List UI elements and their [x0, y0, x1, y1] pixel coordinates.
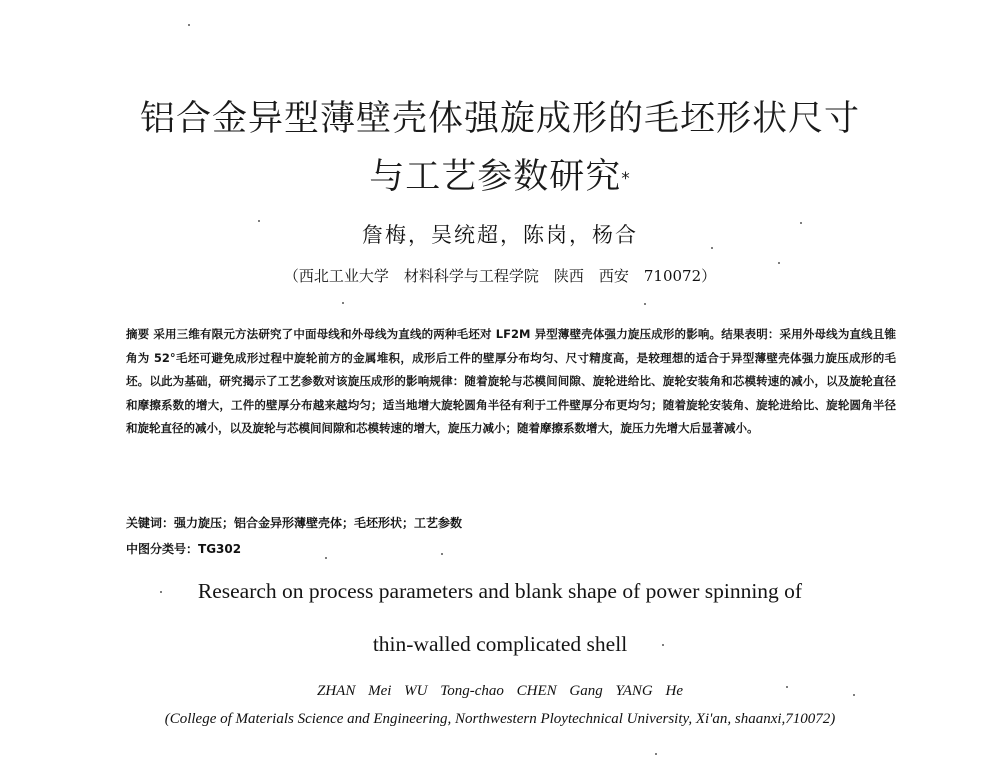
- authors-en: ZHAN Mei WU Tong-chao CHEN Gang YANG He: [317, 683, 683, 699]
- scan-speck: [342, 302, 344, 304]
- scan-speck: [325, 557, 327, 559]
- scan-speck: [188, 24, 190, 26]
- scan-speck: [778, 262, 780, 264]
- scan-speck: [786, 686, 788, 688]
- abstract-label: 摘要: [126, 327, 150, 341]
- title-cn-line2: [0, 156, 1000, 198]
- scan-speck: [258, 220, 260, 222]
- keywords-cn: [126, 514, 462, 531]
- title-footnote-marker: *: [621, 169, 631, 189]
- title-en-line2: thin-walled complicated shell: [372, 632, 628, 656]
- clc-text: TG302: [198, 542, 242, 556]
- scan-speck: [662, 644, 664, 646]
- scan-speck: [441, 553, 443, 555]
- title-cn-line1: 铝合金异型薄壁壳体强旋成形的毛坯形状尺寸: [139, 99, 860, 139]
- scan-speck: [644, 303, 646, 305]
- abstract-cn: [126, 323, 896, 441]
- keywords-label: 关键词：: [126, 516, 175, 530]
- scan-speck: [711, 247, 713, 249]
- scan-speck: [853, 694, 855, 696]
- clc-label: 中图分类号：: [126, 542, 199, 556]
- keywords-text: 强力旋压；铝合金异形薄壁壳体；毛坯形状；工艺参数: [174, 516, 463, 530]
- title-en-line1: Research on process parameters and blank shape of power spinning of: [197, 579, 803, 603]
- authors-cn: 詹梅，吴统超，陈岗，杨合: [362, 223, 638, 247]
- scan-speck: [655, 753, 657, 755]
- abstract-text: 采用三维有限元方法研究了中面母线和外母线为直线的两种毛坯对 LF2M 异型薄壁壳体强力旋压成形的影响。结果表明：采用外母线为直线且锥角为 52°毛坯可避免成形过程中旋轮前方的金属堆积，成形后工件的壁厚分布均匀、尺寸精度高，是较理想的适合于异型薄壁壳体强力旋压成形的毛坯。以此为基础，研究揭示了工艺参数对该旋压成形的影响规律：随着旋轮与芯模间间隙、旋轮进给比、旋轮安装角和芯模转速的减小，以及旋轮直径和摩擦系数的增大，工件的壁厚分布越来越均匀；适当地增大旋轮圆角半径有利于工件壁厚分布更均匀；随着旋轮安装角、旋轮进给比、旋轮圆角半径和旋轮直径的减小，以及旋轮与芯模间间隙和芯模转速的增大，旋压力减小；随着摩擦系数增大，旋压力先增大后显著减小。: [126, 327, 897, 435]
- title-cn-line2-text: 与工艺参数研究: [369, 157, 622, 197]
- scan-speck: [160, 591, 162, 593]
- affiliation-en: (College of Materials Science and Engineering, Northwestern Ploytechnical University, Xi'an, shaanxi,710072): [164, 711, 836, 727]
- scan-speck: [800, 222, 802, 224]
- affiliation-cn: （西北工业大学 材料科学与工程学院 陕西 西安 710072）: [283, 267, 717, 285]
- classification-number: [126, 540, 241, 557]
